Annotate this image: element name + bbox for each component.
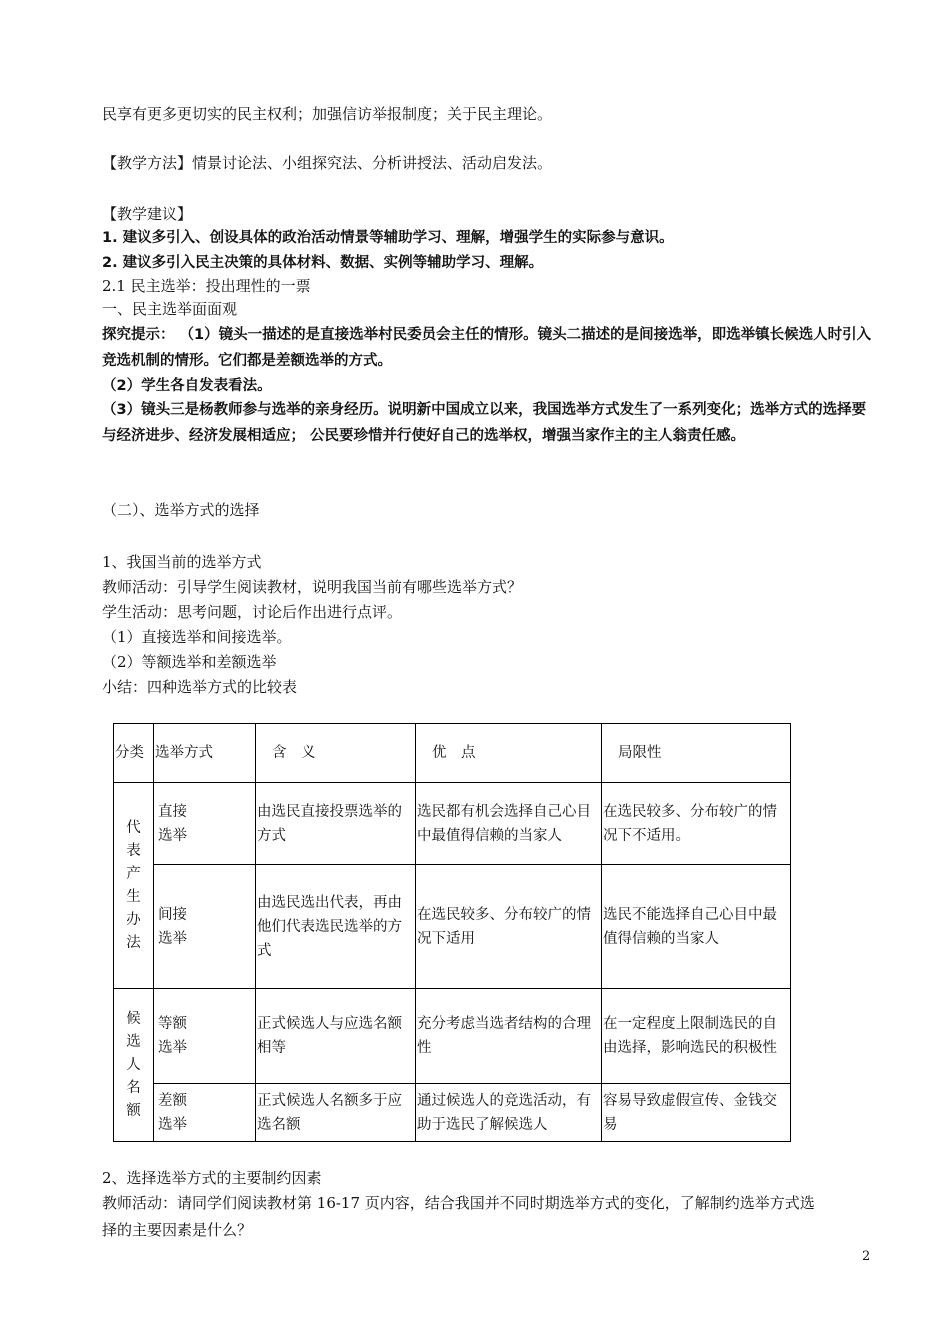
header-limitation: 局限性 [602, 724, 791, 783]
advantage-cell: 选民都有机会选择自己心目中最值得信赖的当家人 [416, 783, 602, 865]
subsection-heading: （二）、选举方式的选择 [102, 501, 260, 519]
meaning-cell: 由选民选出代表，再由他们代表选民选举的方式 [256, 865, 416, 989]
header-category: 分类 [114, 724, 154, 783]
vertical-char: 额 [126, 1102, 141, 1119]
vertical-char: 代 [126, 819, 141, 836]
page-number: 2 [862, 1249, 871, 1264]
header-method: 选举方式 [154, 724, 256, 783]
section-title: 2.1 民主选举：投出理性的一票 [102, 277, 311, 295]
inquiry-point-3: （3）镜头三是杨教师参与选举的亲身经历。说明新中国成立以来，我国选举方式发生了一系列变化；选举方式的选择要与经济进步、经济发展相适应； 公民要珍惜并行使好自己的选举权，增强当家作主的主人翁责任感。 [102, 402, 867, 444]
vertical-char: 名 [126, 1079, 141, 1096]
method-cell: 直接 选举 [154, 783, 256, 865]
header-meaning: 含 义 [256, 724, 416, 783]
vertical-char: 人 [126, 1056, 141, 1073]
limitation-cell: 容易导致虚假宣传、金钱交易 [602, 1084, 791, 1142]
meaning-cell: 正式候选人名额多于应选名额 [256, 1084, 416, 1142]
inquiry-hint-paragraph: 探究提示： （1）镜头一描述的是直接选举村民委员会主任的情形。镜头二描述的是间接选举，即选举镇长候选人时引入竞选机制的情形。它们都是差额选举的方式。 [102, 327, 872, 369]
student-activity: 学生活动：思考问题，讨论后作出进行点评。 [102, 603, 403, 621]
vertical-char: 选 [126, 1033, 141, 1050]
vertical-char: 表 [126, 842, 141, 859]
method-cell: 间接 选举 [154, 865, 256, 989]
method-cell: 差额 选举 [154, 1084, 256, 1142]
limitation-cell: 选民不能选择自己心目中最值得信赖的当家人 [602, 865, 791, 989]
comparison-table [113, 723, 791, 1142]
topic-heading-1: 1、我国当前的选举方式 [102, 553, 262, 571]
vertical-char: 法 [126, 934, 141, 951]
vertical-group-label [115, 1008, 152, 1123]
summary-line: 小结：四种选举方式的比较表 [102, 678, 298, 696]
teacher-activity: 教师活动：引导学生阅读教材，说明我国当前有哪些选举方式？ [102, 578, 523, 596]
vertical-char: 产 [126, 865, 141, 882]
method-cell: 等额 选举 [154, 989, 256, 1084]
vertical-char: 办 [126, 911, 141, 928]
advantage-cell: 在选民较多、分布较广的情况下适用 [416, 865, 602, 989]
vertical-char: 候 [126, 1010, 141, 1027]
vertical-group-label [115, 817, 152, 955]
table-row [114, 1084, 791, 1142]
teaching-methods: 【教学方法】情景讨论法、小组探究法、分析讲授法、活动启发法。 [102, 154, 553, 172]
suggestion-2: 2. 建议多引入民主决策的具体材料、数据、实例等辅助学习、理解。 [102, 255, 544, 271]
group-label-candidates [114, 989, 154, 1142]
limitation-cell: 在选民较多、分布较广的情况下不适用。 [602, 783, 791, 865]
subsection-title: 一、民主选举面面观 [102, 300, 238, 318]
vertical-char: 生 [126, 888, 141, 905]
inquiry-point-2: （2）学生各自发表看法。 [102, 378, 272, 394]
teacher-activity-2-cont: 择的主要因素是什么？ [102, 1221, 253, 1239]
table-row [114, 989, 791, 1084]
table-row [114, 783, 791, 865]
header-advantage: 优 点 [416, 724, 602, 783]
table-row [114, 865, 791, 989]
table-header-row [114, 724, 791, 783]
advantage-cell: 充分考虑当选者结构的合理性 [416, 989, 602, 1084]
group-label-representation [114, 783, 154, 989]
meaning-cell: 由选民直接投票选举的方式 [256, 783, 416, 865]
answer-2: （2）等额选举和差额选举 [102, 653, 277, 671]
meaning-cell: 正式候选人与应选名额相等 [256, 989, 416, 1084]
suggestion-1: 1. 建议多引入、创设具体的政治活动情景等辅助学习、理解，增强学生的实际参与意识。 [102, 230, 674, 246]
teaching-suggestions-heading: 【教学建议】 [102, 205, 193, 223]
topic-heading-2: 2、选择选举方式的主要制约因素 [102, 1169, 322, 1187]
advantage-cell: 通过候选人的竞选活动，有助于选民了解候选人 [416, 1084, 602, 1142]
text-line: 民享有更多更切实的民主权利；加强信访举报制度；关于民主理论。 [102, 105, 553, 123]
teacher-activity-2: 教师活动：请同学们阅读教材第 16-17 页内容，结合我国并不同时期选举方式的变化，了解制约选举方式选 [102, 1194, 815, 1212]
limitation-cell: 在一定程度上限制选民的自由选择，影响选民的积极性 [602, 989, 791, 1084]
answer-1: （1）直接选举和间接选举。 [102, 628, 292, 646]
